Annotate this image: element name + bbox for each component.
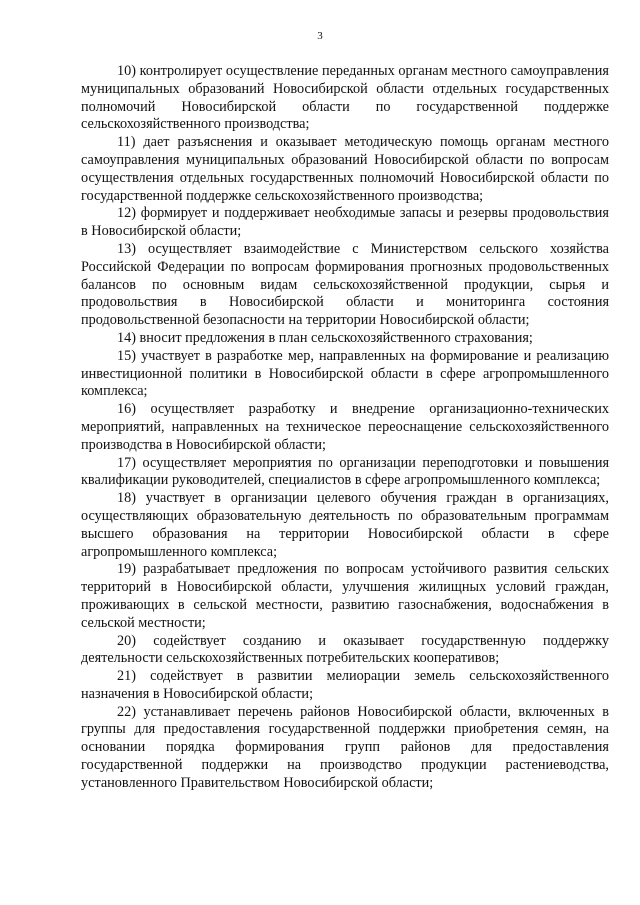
list-item-16: 16) осуществляет разработку и внедрение организационно-технических мероприятий, направленных на техническое переоснащение сельскохозяйственного производства в Новосибирской области;: [81, 401, 609, 453]
page-number: 3: [317, 30, 323, 42]
list-item-12: 12) формирует и поддерживает необходимые запасы и резервы продовольствия в Новосибирской области;: [81, 205, 609, 240]
list-item-19: 19) разрабатывает предложения по вопросам устойчивого развития сельских территорий в Новосибирской области, улучшения жилищных условий граждан, проживающих в сельской местности, развитию газоснабжения, водоснабжения в сельской местности;: [81, 561, 609, 631]
list-item-21: 21) содействует в развитии мелиорации земель сельскохозяйственного назначения в Новосибирской области;: [81, 668, 609, 702]
list-item-13: 13) осуществляет взаимодействие с Министерством сельского хозяйства Российской Федерации по вопросам формирования прогнозных продовольственных балансов по основным видам сельскохозяйственной продукции, сырья и продовольствия в Новосибирской области и мониторинга состояния продовольственной безопасности на территории Новосибирской области;: [81, 240, 609, 329]
list-item-14: 14) вносит предложения в план сельскохозяйственного страхования;: [117, 329, 533, 346]
list-item-11: 11) дает разъяснения и оказывает методическую помощь органам местного самоуправления муниципальных образований Новосибирской области по вопросам осуществления отдельных государственных полномочий Новосибирской области по государственной поддержке сельскохозяйственного производства;: [81, 134, 609, 204]
list-item-18: 18) участвует в организации целевого обучения граждан в организациях, осуществляющих образовательную деятельность по образовательным программам высшего образования на территории Новосибирской области в сфере агропромышленного комплекса;: [81, 490, 609, 560]
list-item-10: 10) контролирует осуществление переданных органам местного самоуправления муниципальных образований Новосибирской области отдельных государственных полномочий Новосибирской области по государственной поддержке сельскохозяйственного производства;: [81, 63, 609, 133]
list-item-17: 17) осуществляет мероприятия по организации переподготовки и повышения квалификации руководителей, специалистов в сфере агропромышленного комплекса;: [81, 454, 609, 489]
document-body: [81, 63, 609, 793]
list-item-22: 22) устанавливает перечень районов Новосибирской области, включенных в группы для предоставления государственной поддержки приобретения семян, на основании порядка формирования групп районов для предоставления государственной поддержки на производство продукции растениеводства, установленного Правительством Новосибирской области;: [81, 703, 609, 791]
list-item-20: 20) содействует созданию и оказывает государственную поддержку деятельности сельскохозяйственных потребительских кооперативов;: [81, 632, 609, 667]
list-item-15: 15) участвует в разработке мер, направленных на формирование и реализацию инвестиционной политики в Новосибирской области в сфере агропромышленного комплекса;: [81, 347, 609, 400]
